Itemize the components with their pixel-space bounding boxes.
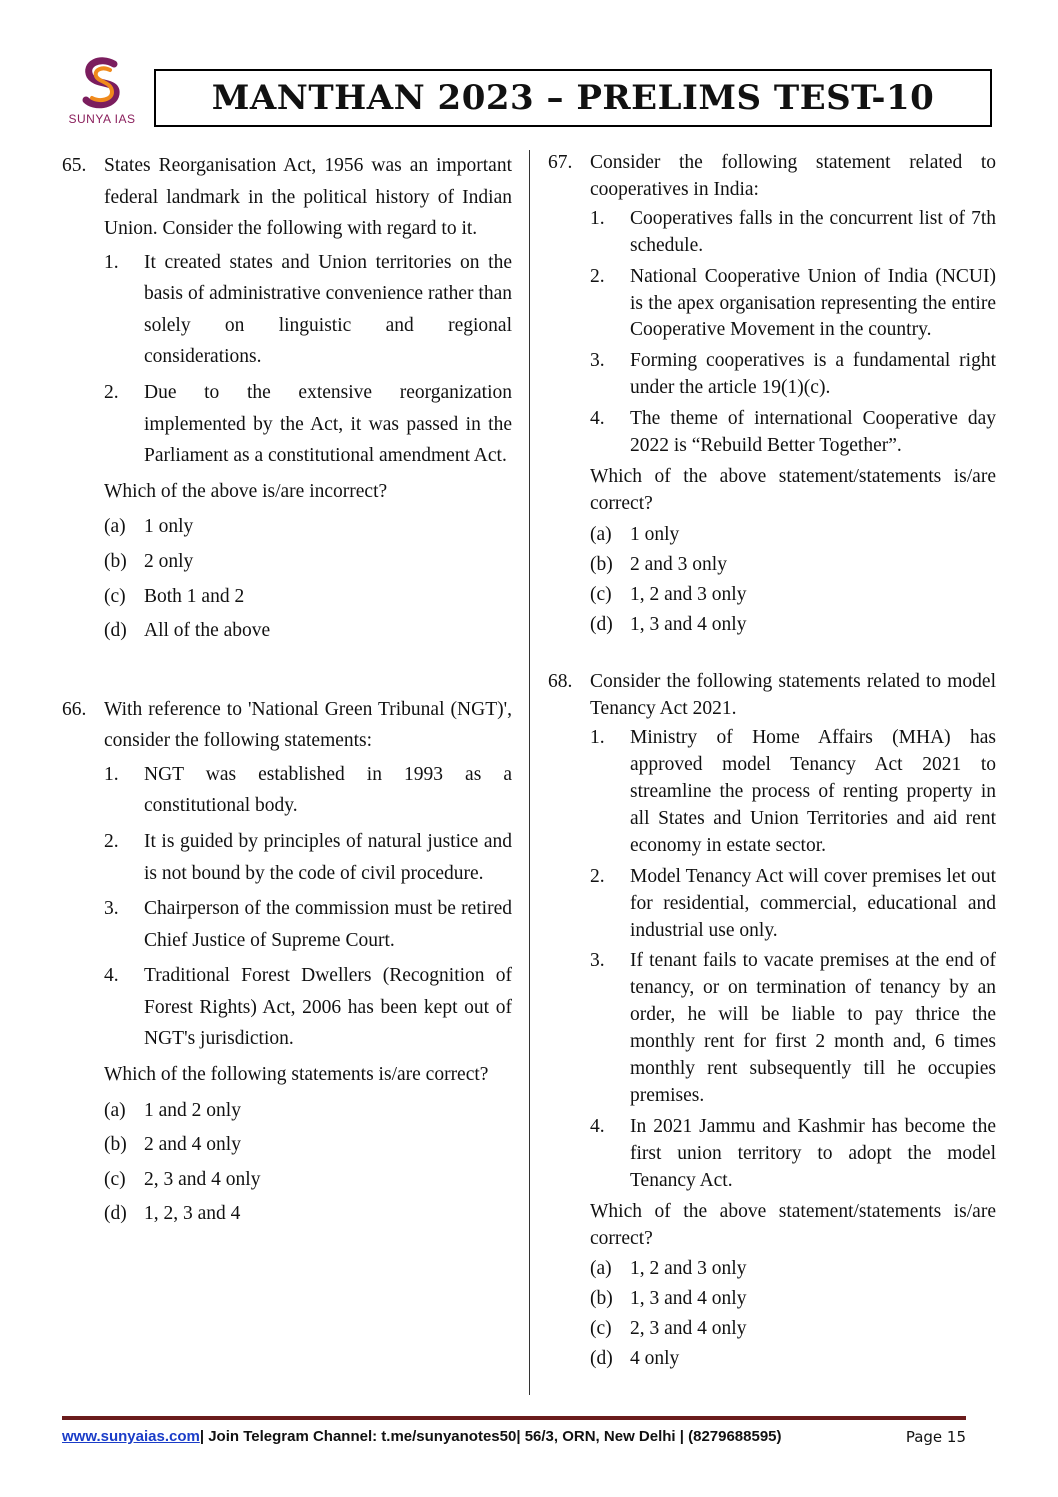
sunya-ias-logo (62, 54, 142, 138)
option-item: (c) 1, 2 and 3 only (590, 583, 747, 605)
question-text: States Reorganisation Act, 1956 was an important federal landmark in the political history of Indian Union. Consider the following with regard to it. (104, 155, 512, 240)
statement-list (104, 247, 512, 472)
statement-item: 2. It is guided by principles of natural justice and is not bound by the code of civil procedure. (104, 830, 512, 884)
option-item: (b) 1, 3 and 4 only (590, 1288, 747, 1310)
title-box (154, 69, 992, 127)
option-item: (b) 2 and 3 only (590, 553, 727, 575)
option-item: (d) 1, 3 and 4 only (590, 613, 747, 635)
option-item: (a) 1, 2 and 3 only (590, 1258, 747, 1280)
question-65 (62, 150, 512, 647)
statement-item: 2. Model Tenancy Act will cover premises let out for residential, commercial, educational and industrial use only. (590, 865, 996, 941)
option-list (590, 522, 996, 639)
column-divider (529, 150, 530, 1395)
statement-item: 1. Ministry of Home Affairs (MHA) has approved model Tenancy Act 2021 to streamline the process of renting property in all States and Union Territories and aid rent economy in estate sector. (590, 727, 996, 856)
question-text: Consider the following statement related to cooperatives in India: (590, 152, 996, 200)
footer-divider (62, 1416, 966, 1420)
statement-item: 3. Forming cooperatives is a fundamental right under the article 19(1)(c). (590, 350, 996, 399)
question-number: 66. (62, 698, 87, 720)
statement-list (590, 206, 996, 460)
question-prompt: Which of the above is/are incorrect? (104, 480, 388, 502)
question-68 (548, 669, 996, 1373)
website-link[interactable]: www.sunyaias.com (62, 1428, 200, 1445)
option-item: (a) 1 only (590, 523, 680, 545)
option-item: (d) All of the above (104, 620, 271, 642)
spacer (62, 650, 512, 694)
statement-item: 1. NGT was established in 1993 as a constitutional body. (104, 763, 512, 817)
question-prompt: Which of the above statement/statements is/are correct? (590, 465, 996, 514)
statement-item: 4. Traditional Forest Dwellers (Recognition of Forest Rights) Act, 2006 has been kept out of NGT's jurisdiction. (104, 965, 512, 1050)
option-item: (a) 1 only (104, 516, 194, 538)
spacer (548, 641, 996, 669)
option-item: (c) Both 1 and 2 (104, 585, 245, 607)
statement-list (590, 725, 996, 1194)
option-item: (b) 2 only (104, 550, 194, 572)
option-item: (c) 2, 3 and 4 only (590, 1318, 747, 1340)
logo-text: SUNYA IAS (68, 112, 136, 126)
option-list (104, 1095, 512, 1230)
question-prompt: Which of the above statement/statements is/are correct? (590, 1200, 996, 1249)
question-text: With reference to 'National Green Tribunal (NGT)', consider the following statements: (104, 698, 512, 752)
option-list (104, 511, 512, 646)
footer-info: | Join Telegram Channel: t.me/sunyanotes50| 56/3, ORN, New Delhi | (8279688595) (199, 1428, 782, 1445)
option-item: (a) 1 and 2 only (104, 1099, 241, 1121)
page-title: MANTHAN 2023 – PRELIMS TEST-10 (211, 78, 935, 118)
statement-item: 4. The theme of international Cooperative day 2022 is “Rebuild Better Together”. (590, 408, 996, 457)
statement-item: 1. It created states and Union territories on the basis of administrative convenience rather than solely on linguistic and regional considerations. (104, 251, 512, 368)
right-column (548, 150, 996, 1376)
footer (62, 1428, 966, 1446)
question-66 (62, 694, 512, 1230)
statement-item: 2. Due to the extensive reorganization implemented by the Act, it was passed in the Parliament as a constitutional amendment Act. (104, 382, 512, 467)
statement-item: 3. If tenant fails to vacate premises at the end of tenancy, or on termination of tenancy by an order, he will be liable to pay thrice the monthly rent for first 2 month and, 6 times monthly rent subsequently till he occupies premises. (590, 950, 996, 1106)
question-number: 67. (548, 152, 573, 173)
question-prompt: Which of the following statements is/are correct? (104, 1064, 489, 1086)
page-number: Page 15 (905, 1428, 966, 1446)
footer-left (62, 1428, 782, 1446)
statement-list (104, 759, 512, 1055)
question-number: 68. (548, 671, 573, 693)
option-item: (d) 4 only (590, 1348, 680, 1370)
logo-s-icon (74, 54, 130, 110)
option-item: (d) 1, 2, 3 and 4 (104, 1203, 241, 1225)
statement-item: 4. In 2021 Jammu and Kashmir has become the first union territory to adopt the model Tenancy Act. (590, 1115, 996, 1191)
question-text: Consider the following statements related to model Tenancy Act 2021. (590, 671, 996, 720)
option-item: (b) 2 and 4 only (104, 1134, 241, 1156)
left-column (62, 150, 512, 1233)
statement-item: 2. National Cooperative Union of India (NCUI) is the apex organisation representing the entire Cooperative Movement in the country. (590, 265, 996, 341)
question-number: 65. (62, 155, 87, 176)
statement-item: 1. Cooperatives falls in the concurrent list of 7th schedule. (590, 207, 996, 256)
statement-item: 3. Chairperson of the commission must be retired Chief Justice of Supreme Court. (104, 898, 512, 951)
option-list (590, 1256, 996, 1373)
option-item: (c) 2, 3 and 4 only (104, 1168, 261, 1190)
question-67 (548, 150, 996, 638)
